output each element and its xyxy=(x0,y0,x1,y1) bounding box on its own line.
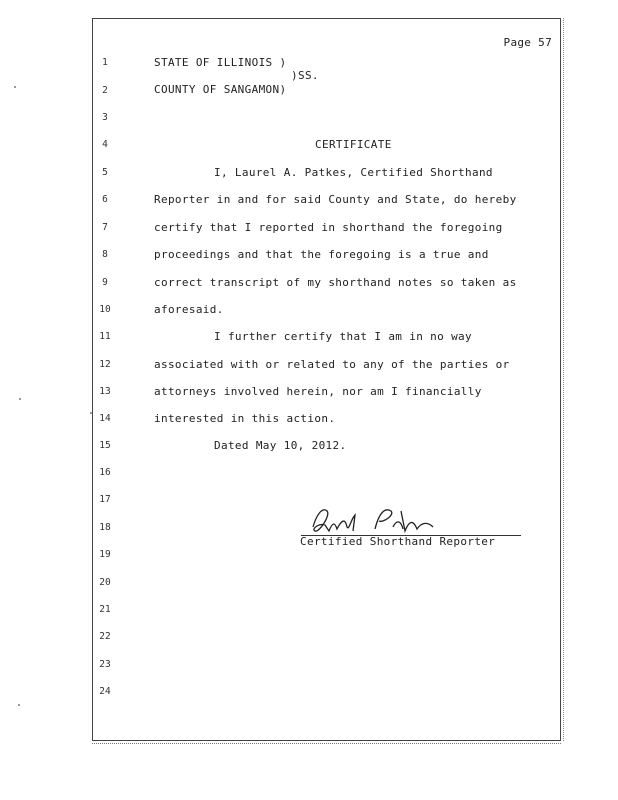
line-number: 9 xyxy=(102,277,108,288)
line-number: 5 xyxy=(102,167,108,178)
line-number: 10 xyxy=(99,304,111,315)
line-number: 13 xyxy=(99,386,111,397)
transcript-line: correct transcript of my shorthand notes so taken as xyxy=(154,276,517,289)
line-number: 15 xyxy=(99,440,111,451)
transcript-page-frame xyxy=(92,18,561,741)
transcript-line: COUNTY OF SANGAMON) xyxy=(154,83,287,96)
line-number: 20 xyxy=(99,577,111,588)
scan-speck xyxy=(14,86,16,88)
scan-speck xyxy=(19,398,21,400)
transcript-line: interested in this action. xyxy=(154,412,336,425)
transcript-line: STATE OF ILLINOIS ) xyxy=(154,56,287,69)
transcript-line: Reporter in and for said County and State, do hereby xyxy=(154,193,517,206)
line-number: 24 xyxy=(99,686,111,697)
transcript-line: certify that I reported in shorthand the foregoing xyxy=(154,221,503,234)
transcript-line: aforesaid. xyxy=(154,303,224,316)
reporter-signature xyxy=(305,503,445,539)
line-number: 7 xyxy=(102,222,108,233)
line-number: 23 xyxy=(99,659,111,670)
transcript-line: proceedings and that the foregoing is a true and xyxy=(154,248,489,261)
line-number: 22 xyxy=(99,631,111,642)
transcript-line: attorneys involved herein, nor am I financially xyxy=(154,385,482,398)
line-number: 4 xyxy=(102,139,108,150)
line-number: 6 xyxy=(102,194,108,205)
line-number: 12 xyxy=(99,359,111,370)
page-number: Page 57 xyxy=(503,36,552,49)
signature-caption: Certified Shorthand Reporter xyxy=(300,535,496,548)
line-number: 18 xyxy=(99,522,111,533)
line-number: 17 xyxy=(99,494,111,505)
line-number: 1 xyxy=(102,57,108,68)
line-number: 11 xyxy=(99,331,111,342)
line-number: 8 xyxy=(102,249,108,260)
line-number: 2 xyxy=(102,85,108,96)
transcript-line: I, Laurel A. Patkes, Certified Shorthand xyxy=(214,166,493,179)
scan-speck xyxy=(90,412,92,414)
scan-speck xyxy=(18,704,20,706)
certificate-heading: CERTIFICATE xyxy=(315,138,392,151)
dated-line: Dated May 10, 2012. xyxy=(214,439,347,452)
line-number: 21 xyxy=(99,604,111,615)
transcript-line: )SS. xyxy=(291,69,319,82)
line-number: 14 xyxy=(99,413,111,424)
transcript-line: associated with or related to any of the parties or xyxy=(154,358,510,371)
line-number: 16 xyxy=(99,467,111,478)
transcript-line: I further certify that I am in no way xyxy=(214,330,472,343)
line-number: 19 xyxy=(99,549,111,560)
line-number: 3 xyxy=(102,112,108,123)
